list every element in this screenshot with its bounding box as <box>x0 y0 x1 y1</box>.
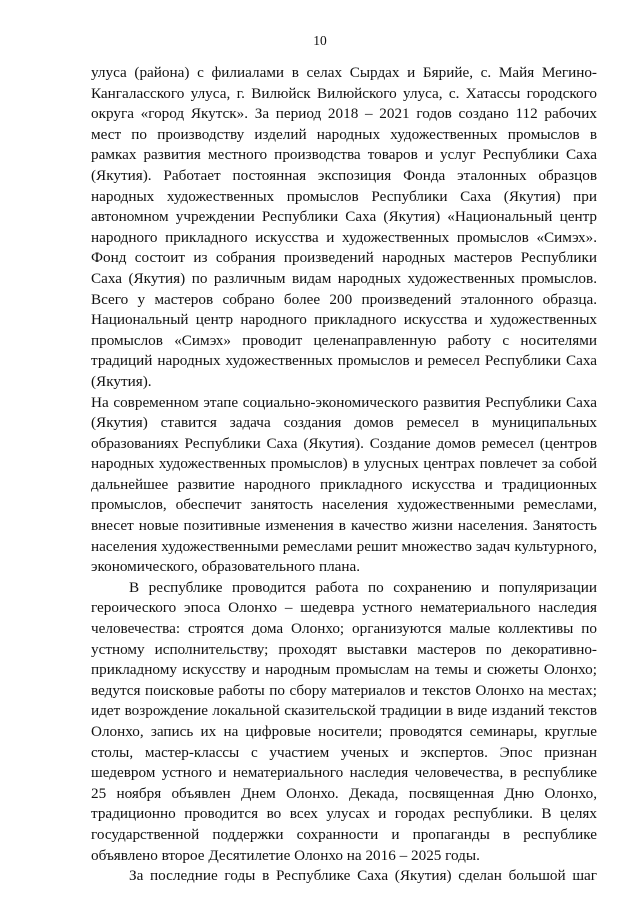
paragraph-houses-of-crafts: На современном этапе социально-экономического развития Республики Саха (Якутия) ставится задача создания домов ремесел в муниципальных образованиях Республики Саха (Якутия). Создание домов ремесел (центров народных художественных промыслов) в улусных центрах повлечет за собой дальнейшее развитие народного прикладного искусства и традиционных промыслов, обеспечит занятость населения художественными ремеслами, внесет новые позитивные изменения в качество жизни населения. Занятость населения художественными ремеслами решит множество задач культурного, экономического, образовательного плана. <box>91 393 597 576</box>
paragraph-crafts-centers: улуса (района) с филиалами в селах Сырдах и Бярийе, с. Майя Мегино-Кангаласского улуса, г. Вилюйск Вилюйского улуса, с. Хатассы городского округа «город Якутск». За период 2018 – 2021 годов создано 112 рабочих мест по производству изделий народных художественных промыслов в рамках развития местного производства товаров и услуг Республики Саха (Якутия). Работает постоянная экспозиция Фонда эталонных образцов народных художественных промыслов Республики Саха (Якутия) при автономном учреждении Республики Саха (Якутия) «Национальный центр народного прикладного искусства и художественных промыслов «Симэх». Фонд состоит из собрания произведений народных мастеров Республики Саха (Якутия) по различным видам народных художественных промыслов. Всего у мастеров собрано более 200 произведений эталонного образца. Национальный центр народного прикладного искусства и художественных промыслов «Симэх» проводит целенаправленную работу с носителями традиций народных художественных промыслов и ремесел Республики Саха (Якутия). <box>91 64 597 390</box>
paragraph-olonkho: В республике проводится работа по сохранению и популяризации героического эпоса Олонхо – шедевра устного нематериального наследия человечества: строятся дома Олонхо; организуются малые коллективы по устному исполнительству; проходят выставки мастеров по декоративно-прикладному искусству и народным промыслам на темы и сюжеты Олонхо; ведутся поисковые работы по сбору материалов и текстов Олонхо на местах; идет возрождение локальной сказительской традиции в виде изданий текстов Олонхо, запись их на цифровые носители; проводятся семинары, круглые столы, мастер-классы с участием ученых и экспертов. Эпос признан шедевром устного и нематериального наследия человечества, в республике 25 ноября объявлен Днем Олонхо. Декада, посвященная Дню Олонхо, традиционно проводится во всех улусах и городах республики. В целях государственной поддержки сохранности и пропаганды в республике объявлено второе Десятилетие Олонхо на 2016 – 2025 годы. <box>91 578 597 864</box>
paragraph-recent-years: За последние годы в Республике Саха (Якутия) сделан большой шаг <box>129 867 597 885</box>
document-body <box>91 63 597 887</box>
page-number: 10 <box>313 33 327 48</box>
